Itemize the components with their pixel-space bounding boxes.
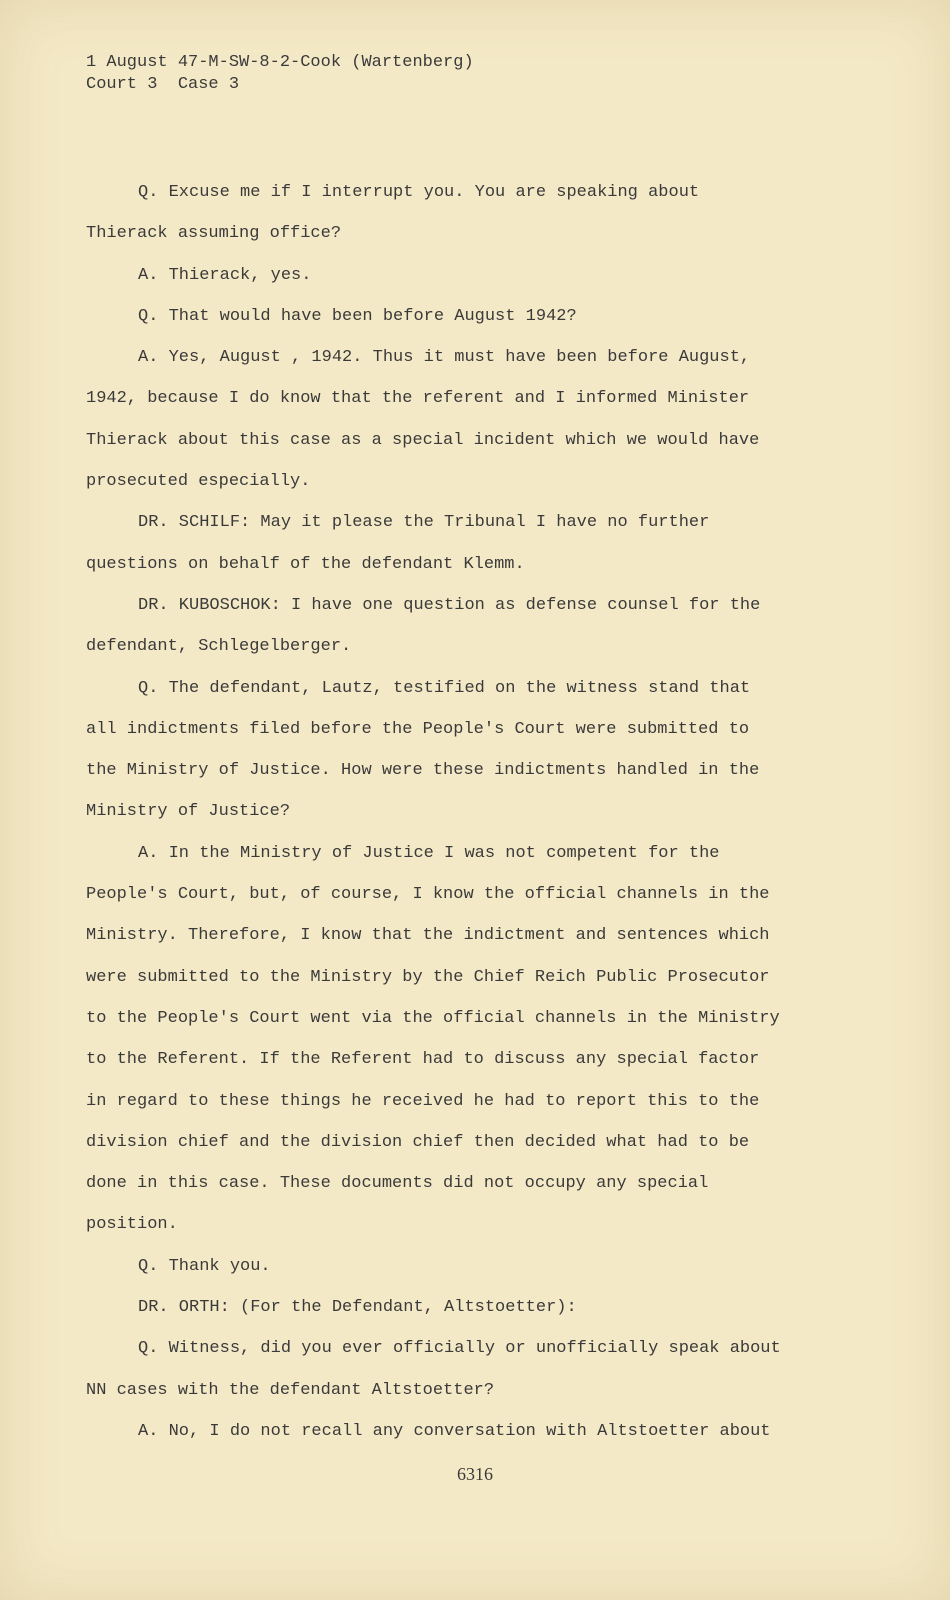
document-header [86,52,474,96]
paragraph-4: A. Yes, August , 1942. Thus it must have been before August, 1942, because I do know that the referent and I informed Minister Thierack about this case as a special incident which we would have prosecuted especially. [86,348,760,492]
paragraph-1: Q. Excuse me if I interrupt you. You are speaking about Thierack assuming office? [86,183,700,244]
header-line-2: Court 3 Case 3 [86,75,240,94]
paragraph-10: DR. ORTH: (For the Defendant, Altstoetter): [138,1298,577,1318]
paragraph-8: A. In the Ministry of Justice I was not competent for the People's Court, but, of course, I know the official channels in the Ministry. Therefore, I know that the indictment and sentences which were submitted to the Ministry by the Chief Reich Public Prosecutor to the People's Court went via the official channels in the Ministry to the Referent. If the Referent had to discuss any special factor in regard to these things he received he had to report this to the division chief and the division chief then decided what had to be done in this case. These documents did not occupy any special position. [86,843,780,1235]
header-line-1: 1 August 47-M-SW-8-2-Cook (Wartenberg) [86,53,474,72]
paragraph-12: A. No, I do not recall any conversation with Altstoetter about [138,1421,771,1441]
paragraph-9: Q. Thank you. [138,1256,271,1276]
paragraph-6: DR. KUBOSCHOK: I have one question as defense counsel for the defendant, Schlegelberger. [86,595,761,657]
paragraph-7: Q. The defendant, Lautz, testified on the witness stand that all indictments filed before the People's Court were submitted to the Ministry of Justice. How were these indictments handled in the Ministry of Justice? [86,678,760,822]
transcript-body [86,172,786,1452]
paragraph-5: DR. SCHILF: May it please the Tribunal I have no further questions on behalf of the defendant Klemm. [86,513,710,574]
paragraph-3: Q. That would have been before August 1942? [138,306,577,326]
paragraph-2: A. Thierack, yes. [138,265,312,285]
paragraph-11: Q. Witness, did you ever officially or unofficially speak about NN cases with the defendant Altstoetter? [86,1339,781,1400]
page-number: 6316 [457,1464,493,1484]
